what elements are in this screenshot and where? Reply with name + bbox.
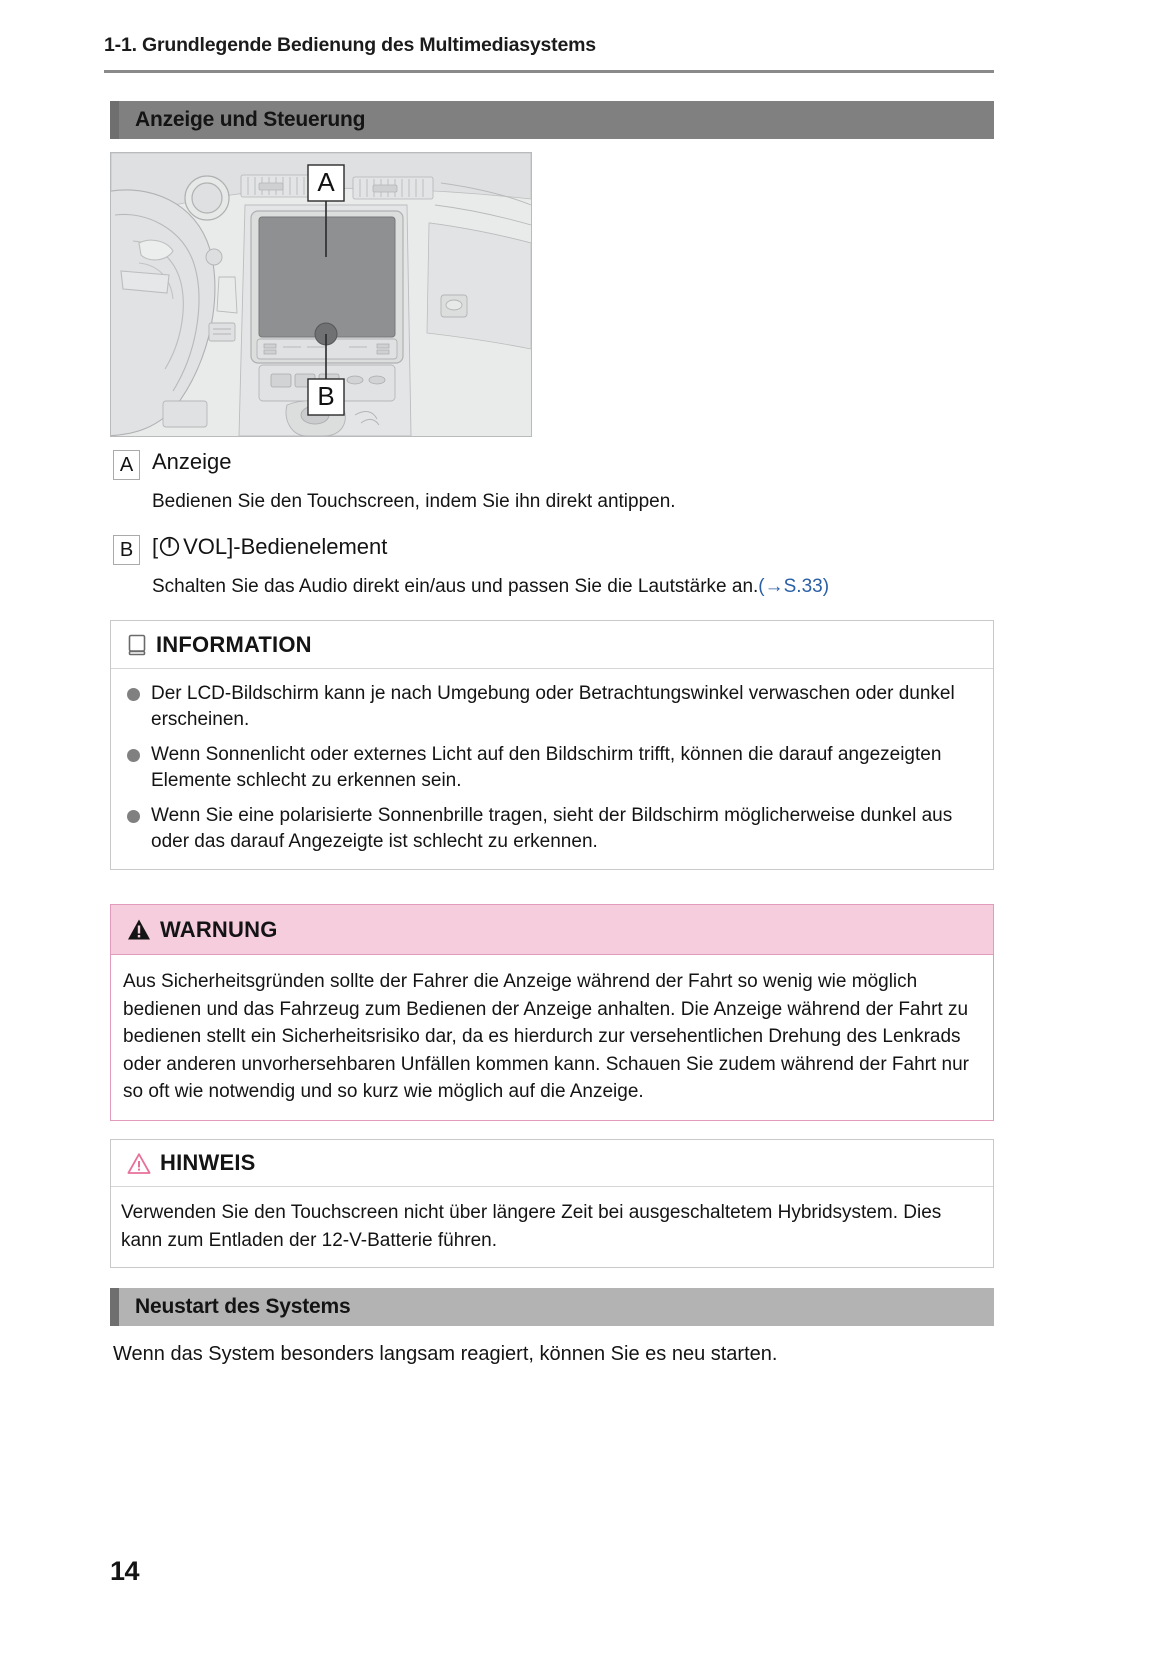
callout-title-b xyxy=(152,534,387,559)
warning-triangle-icon xyxy=(127,918,151,941)
notice-callout-body: Verwenden Sie den Touchscreen nicht über längere Zeit bei ausgeschaltetem Hybridsystem. Dies kann zum Entladen der 12-V-Batterie führen. xyxy=(121,1202,942,1251)
information-callout-body xyxy=(111,669,993,869)
section-header-anzeige-und-steuerung xyxy=(110,101,994,139)
list-item xyxy=(127,742,977,794)
manual-book-icon xyxy=(127,633,147,657)
callout-description-a: Bedienen Sie den Touchscreen, indem Sie ihn direkt antippen. xyxy=(152,491,676,512)
closing-paragraph: Wenn das System besonders langsam reagiert, können Sie es neu starten. xyxy=(113,1343,778,1365)
bullet-dot-icon xyxy=(127,749,140,762)
list-item-text: Wenn Sonnenlicht oder externes Licht auf den Bildschirm trifft, können die darauf angezeigten Elemente schlecht zu erkennen sein. xyxy=(151,744,942,792)
callout-description-b-text: Schalten Sie das Audio direkt ein/aus und passen Sie die Lautstärke an. xyxy=(152,576,759,597)
information-bullet-list xyxy=(127,681,977,855)
callout-description-b xyxy=(152,575,1003,600)
cross-reference-link[interactable]: (→S.33) xyxy=(758,576,830,597)
section-header-body xyxy=(119,101,994,139)
callout-key-a: A xyxy=(113,450,140,480)
svg-text:B: B xyxy=(317,381,335,411)
callout-title-a: Anzeige xyxy=(152,449,232,474)
information-callout-title: INFORMATION xyxy=(156,631,312,657)
callout-item-a xyxy=(113,449,1003,515)
bullet-dot-icon xyxy=(127,688,140,701)
svg-text:A: A xyxy=(317,167,335,197)
section-header-body xyxy=(119,1288,994,1326)
section-header-label: Neustart des Systems xyxy=(135,1295,351,1318)
warning-callout-title: WARNUNG xyxy=(160,916,278,942)
warning-callout-body: Aus Sicherheitsgründen sollte der Fahrer die Anzeige während der Fahrt so wenig wie möglich bedienen und das Fahrzeug zum Bedienen der Anzeige anhalten. Die Anzeige während der Fahrt zu bedienen stellt ein Sicherheitsrisiko dar, da es hierdurch zur versehentlichen Drehung des Lenkrads oder anderen unvorhersehbaren Unfällen kommen kann. Schauen Sie zudem während der Fahrt nur so oft wie notwendig und so kurz wie möglich auf die Anzeige. xyxy=(123,971,970,1103)
section-header-neustart-des-systems xyxy=(110,1288,994,1326)
list-item-text: Wenn Sie eine polarisierte Sonnenbrille tragen, sieht der Bildschirm möglicherweise dunkel aus oder das darauf Angezeigte ist schlecht zu erkennen. xyxy=(151,805,953,853)
information-callout xyxy=(110,620,994,870)
dashboard-illustration xyxy=(110,152,532,437)
section-accent-bar xyxy=(110,101,119,139)
bullet-dot-icon xyxy=(127,810,140,823)
notice-triangle-icon xyxy=(127,1152,151,1175)
page-number: 14 xyxy=(110,1556,140,1586)
section-accent-bar xyxy=(110,1288,119,1326)
callout-title-b-main: VOL]-Bedienelement xyxy=(183,534,388,559)
header-rule xyxy=(104,70,994,73)
callout-item-b-row xyxy=(113,534,1003,565)
power-icon xyxy=(159,536,180,557)
dashboard-illustration-svg xyxy=(111,153,531,436)
section-header-label: Anzeige und Steuerung xyxy=(135,108,366,131)
list-item xyxy=(127,681,977,733)
notice-callout-header xyxy=(111,1140,993,1187)
callout-key-b: B xyxy=(113,535,140,565)
warning-callout xyxy=(110,904,994,1121)
warning-callout-header xyxy=(111,905,993,955)
information-callout-header xyxy=(111,621,993,669)
list-item xyxy=(127,803,977,855)
running-head: 1-1. Grundlegende Bedienung des Multimediasystems xyxy=(104,34,596,56)
bracket-open: [ xyxy=(152,534,159,559)
notice-callout-title: HINWEIS xyxy=(160,1150,256,1175)
callout-item-a-row xyxy=(113,449,1003,480)
notice-callout xyxy=(110,1139,994,1268)
list-item-text: Der LCD-Bildschirm kann je nach Umgebung oder Betrachtungswinkel verwaschen oder dunkel erscheinen. xyxy=(151,683,955,731)
callout-item-b xyxy=(113,534,1003,600)
